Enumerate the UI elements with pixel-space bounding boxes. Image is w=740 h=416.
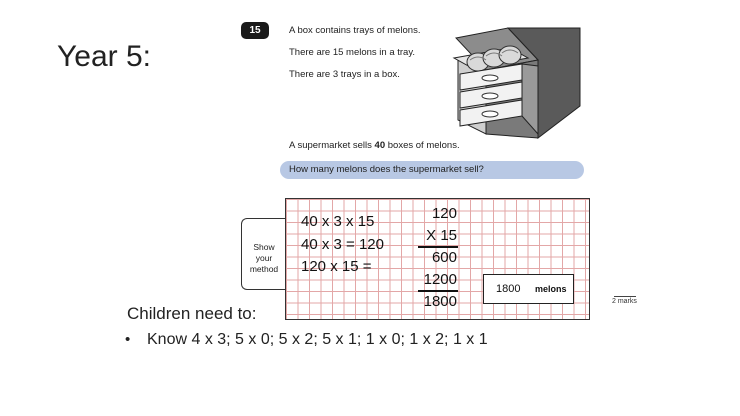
column-multiplication-line: 600 — [431, 249, 457, 266]
working-line: 40 x 3 = 120 — [301, 236, 384, 253]
column-multiplication-line: X 15 — [426, 227, 457, 244]
slide-title: Year 5: — [57, 40, 151, 73]
column-underline — [418, 290, 458, 292]
melon-box-illustration — [452, 24, 584, 142]
notes-heading: Children need to: — [127, 304, 257, 323]
method-label-line: Show — [253, 242, 275, 252]
column-multiplication-line: 120 — [431, 205, 457, 222]
question-line-4-number: 40 — [374, 140, 386, 151]
question-line-4-prefix: A supermarket sells — [289, 140, 375, 151]
question-line-1: A box contains trays of melons. — [289, 25, 421, 36]
question-line-2: There are 15 melons in a tray. — [289, 47, 416, 58]
bullet-icon: • — [125, 331, 131, 348]
marks-label: 2 marks — [612, 298, 637, 305]
question-line-4 — [289, 140, 460, 151]
column-multiplication-line: 1800 — [423, 293, 457, 310]
answer-value: 1800 — [496, 283, 521, 295]
working-line: 120 x 15 = — [301, 258, 372, 275]
question-line-4-suffix: boxes of melons. — [385, 140, 460, 151]
question-number-badge: 15 — [241, 22, 269, 39]
answer-unit: melons — [535, 284, 567, 294]
question-prompt-bar: How many melons does the supermarket sell? — [280, 161, 584, 179]
method-label-line: your — [255, 253, 273, 263]
notes-bullet-item: Know 4 x 3; 5 x 0; 5 x 2; 5 x 1; 1 x 0; 1 x 2; 1 x 1 — [147, 331, 488, 348]
column-underline — [418, 246, 458, 248]
column-multiplication-line: 1200 — [423, 271, 457, 288]
marks-line — [614, 296, 636, 297]
show-method-label — [244, 242, 284, 275]
question-line-3: There are 3 trays in a box. — [289, 69, 400, 80]
working-line: 40 x 3 x 15 — [301, 213, 375, 230]
method-label-line: method — [249, 264, 279, 274]
